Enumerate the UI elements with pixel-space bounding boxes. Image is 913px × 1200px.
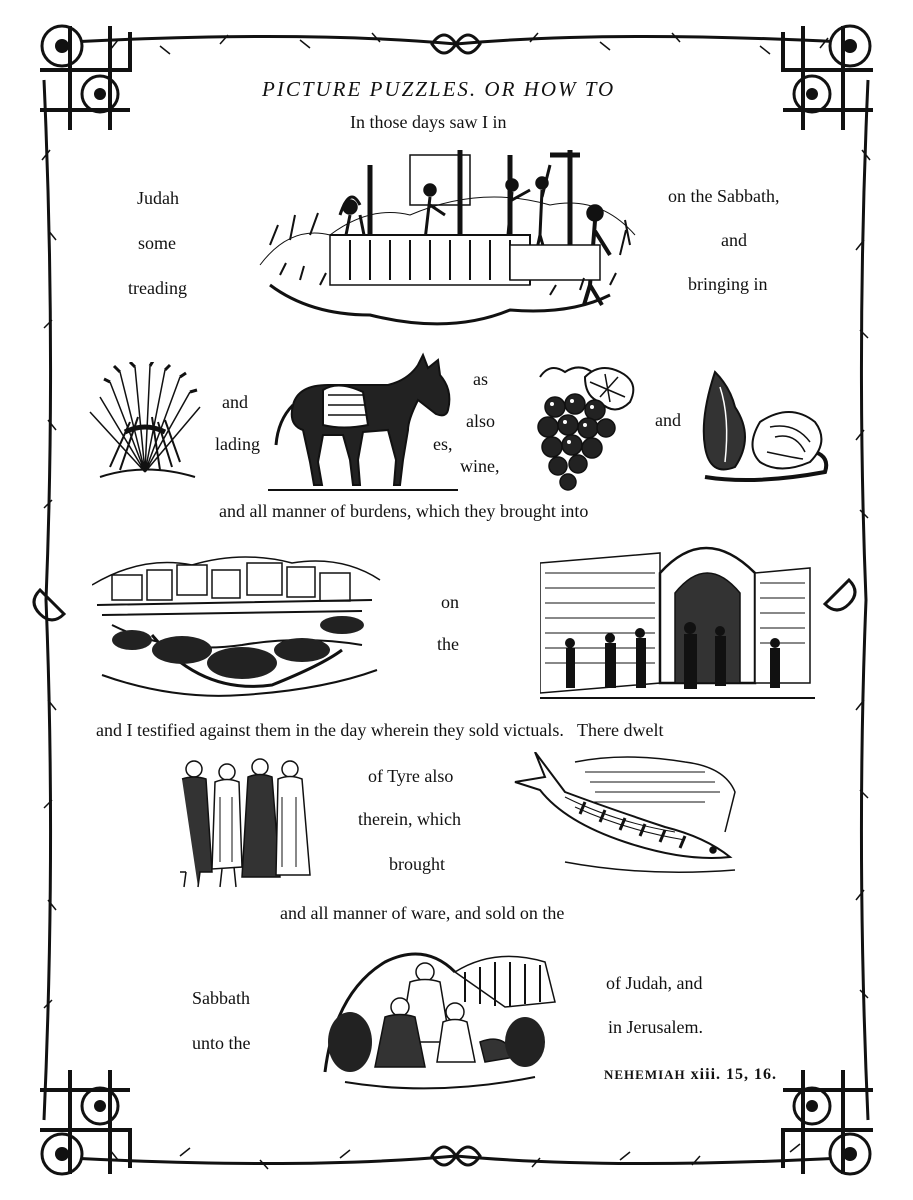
text-word: wine,: [460, 456, 500, 476]
figs-illustration: [695, 367, 835, 487]
text-word: of Judah, and: [606, 973, 703, 993]
text-word: Sabbath: [192, 988, 250, 1008]
text-word: in Jerusalem.: [608, 1017, 703, 1037]
text-line: and all manner of ware, and sold on the: [280, 903, 565, 923]
text-line: and I testified against them in the day wherein they sold victuals. There dwelt: [96, 720, 664, 740]
text-word: as: [473, 369, 488, 389]
text-word: bringing in: [688, 274, 768, 294]
gate-illustration: [540, 533, 815, 703]
text-word: some: [138, 233, 176, 253]
grapes-illustration: [530, 362, 650, 492]
text-word: on the Sabbath,: [668, 186, 780, 206]
jerusalem-illustration: [92, 545, 382, 705]
page-title: PICTURE PUZZLES. OR HOW TO: [262, 77, 616, 101]
text-word: therein, which: [358, 809, 461, 829]
winepress-illustration: [250, 145, 640, 335]
text-line: In those days saw I in: [350, 112, 507, 132]
text-word: Judah: [137, 188, 179, 208]
ass-illustration: [268, 350, 468, 495]
text-word: es,: [433, 434, 453, 454]
sheaves-illustration: [80, 362, 210, 482]
citation: [604, 1064, 777, 1086]
text-line: and all manner of burdens, which they brought into: [219, 501, 589, 521]
text-word: brought: [389, 854, 445, 874]
citation-book: NEHEMIAH: [604, 1067, 686, 1082]
text-word: and: [655, 410, 681, 430]
text-word: lading: [215, 434, 260, 454]
text-word: and: [222, 392, 248, 412]
text-word: also: [466, 411, 495, 431]
text-word: unto the: [192, 1033, 251, 1053]
text-word: on: [441, 592, 459, 612]
text-word: of Tyre also: [368, 766, 454, 786]
fish-illustration: [505, 752, 745, 882]
citation-ref: xiii. 15, 16.: [690, 1066, 778, 1083]
text-word: the: [437, 634, 459, 654]
text-word: treading: [128, 278, 187, 298]
children-illustration: [315, 932, 565, 1092]
men-illustration: [172, 757, 322, 892]
text-word: and: [721, 230, 747, 250]
